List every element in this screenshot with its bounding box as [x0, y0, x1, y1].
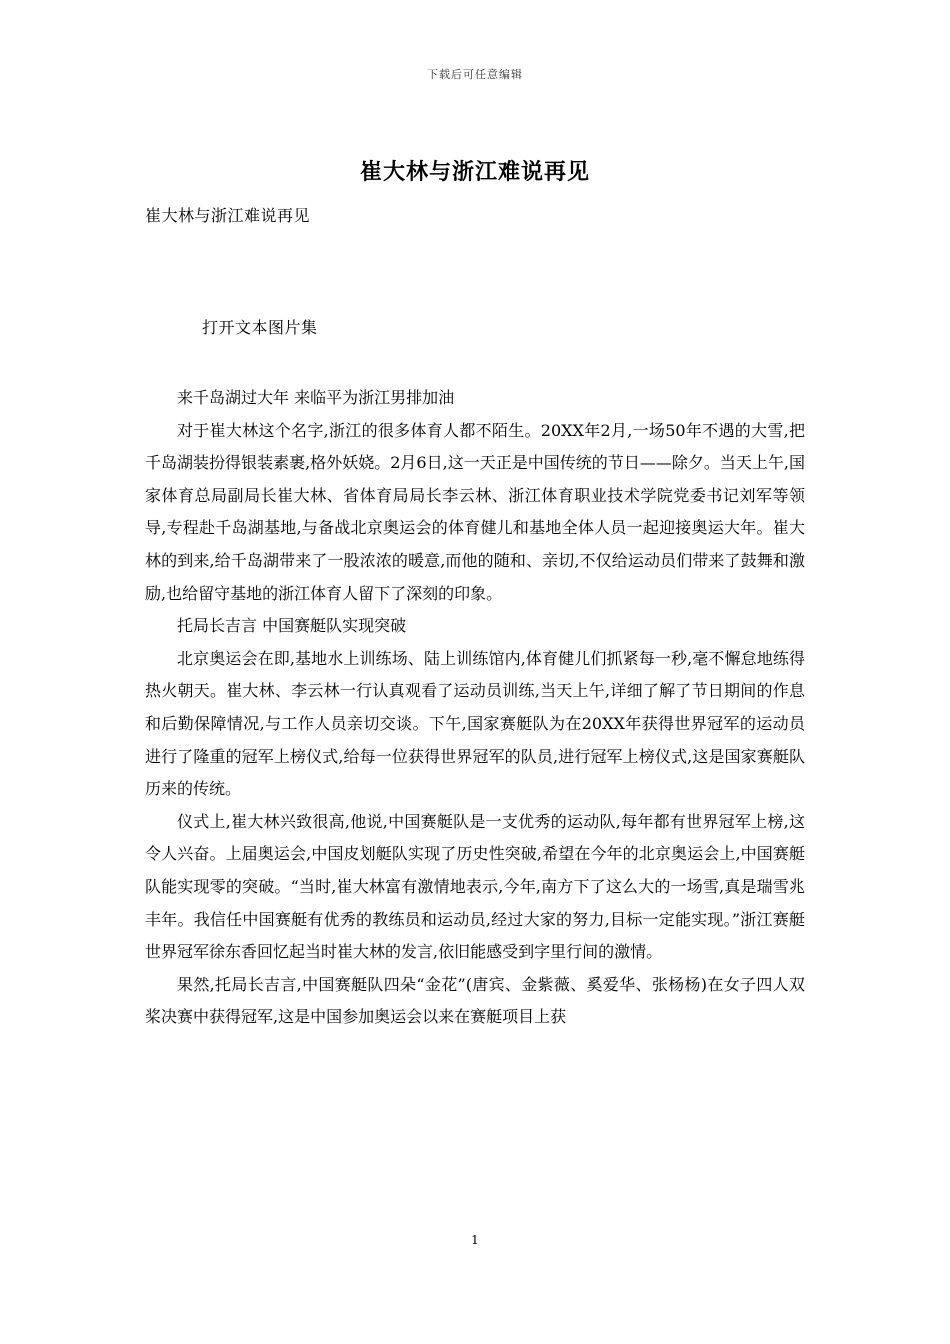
paragraph: 果然,托局长吉言,中国赛艇队四朵“金花”(唐宾、金紫薇、奚爱华、张杨杨)在女子四人双桨决赛中获得冠军,这是中国参加奥运会以来在赛艇项目上获	[145, 974, 805, 1027]
open-gallery-link[interactable]: 打开文本图片集	[202, 318, 318, 337]
section-heading: 托局长吉言 中国赛艇队实现突破	[177, 616, 407, 636]
paragraph: 对于崔大林这个名字,浙江的很多体育人都不陌生。20XX年2月,一场50年不遇的大雪,把千岛湖装扮得银装素裹,格外妖娆。2月6日,这一天正是中国传统的节日——除夕。当天上午,国家体育总局副局长崔大林、省体育局局长李云林、浙江体育职业技术学院党委书记刘军等领导,专程赴千岛湖基地,与备战北京奥运会的体育健儿和基地全体人员一起迎接奥运大年。崔大林的到来,给千岛湖带来了一股浓浓的暖意,而他的随和、亲切,不仅给运动员们带来了鼓舞和激励,也给留守基地的浙江体育人留下了深刻的印象。	[145, 420, 805, 603]
document-subtitle: 崔大林与浙江难说再见	[145, 206, 311, 225]
page-number: 1	[471, 1233, 479, 1247]
article-body	[145, 382, 805, 1034]
document-title: 崔大林与浙江难说再见	[359, 159, 590, 185]
section-heading: 来千岛湖过大年 来临平为浙江男排加油	[177, 388, 455, 407]
paragraph: 北京奥运会在即,基地水上训练场、陆上训练馆内,体育健儿们抓紧每一秒,毫不懈怠地练得热火朝天。崔大林、李云林一行认真观看了运动员训练,当天上午,详细了解了节日期间的作息和后勤保障情况,与工作人员亲切交谈。下午,国家赛艇队为在20XX年获得世界冠军的运动员进行了隆重的冠军上榜仪式,给每一位获得世界冠军的队员,进行冠军上榜仪式,这是国家赛艇队历来的传统。	[145, 648, 805, 799]
header-note: 下载后可任意编辑	[427, 68, 523, 81]
paragraph: 仪式上,崔大林兴致很高,他说,中国赛艇队是一支优秀的运动队,每年都有世界冠军上榜,这令人兴奋。上届奥运会,中国皮划艇队实现了历史性突破,希望在今年的北京奥运会上,中国赛艇队能实现零的突破。“当时,崔大林富有激情地表示,今年,南方下了这么大的一场雪,真是瑞雪兆丰年。我信任中国赛艇有优秀的教练员和运动员,经过大家的努力,目标一定能实现。”浙江赛艇世界冠军徐东香回忆起当时崔大林的发言,依旧能感受到字里行间的激情。	[145, 811, 805, 962]
